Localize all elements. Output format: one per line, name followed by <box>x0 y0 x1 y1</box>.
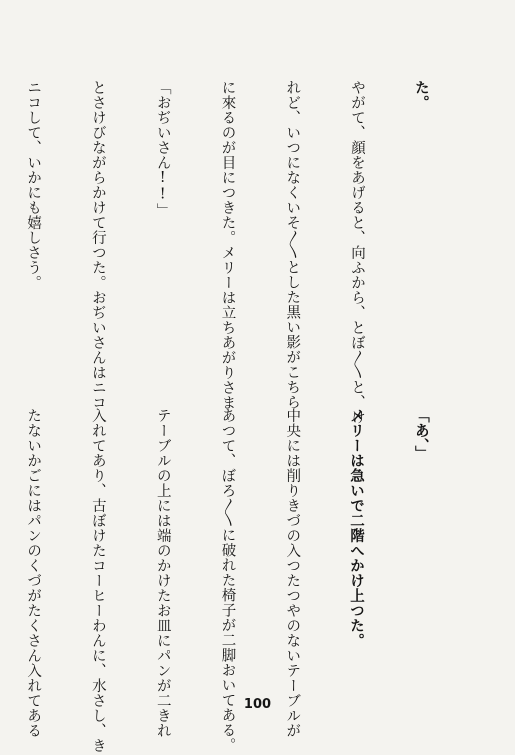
text-line: たないかごにはパンのくづがたくさん入れてある <box>25 408 42 738</box>
text-line: ニコして、いかにも嬉しさう。 <box>25 80 42 290</box>
text-line: れど、いつになくいそ〳〵とした黒い影がこちら <box>284 80 301 410</box>
text-line: に來るのが目につきた。メリーは立ちあがりさま <box>219 80 236 410</box>
text-line: 入れてあり、古ぼけたコーヒーわんに、水さし、き <box>89 408 106 753</box>
text-line: とさけびながらかけて行つた。おぢいさんはニコ <box>89 80 106 410</box>
text-line: た。 <box>412 80 430 110</box>
text-line: テーブルの上には端のかけたお皿にパンが二きれ <box>154 408 171 738</box>
text-line: やがて、顔をあげると、向ふから、とぼ〳〵と、け <box>349 80 366 425</box>
text-line: あつて、ぼろ〳〵に破れた椅子が二脚おいてある。 <box>219 408 236 753</box>
page-number: 100 <box>243 697 272 712</box>
text-line: 「あ、」 <box>412 408 430 461</box>
text-line: 「おぢいさん!!」 <box>154 80 171 218</box>
text-line: 中央には削りきづの入つたつやのないテーブルが <box>284 408 301 738</box>
text-line: メリーは急いで二階へかけ上つた。 <box>348 408 366 648</box>
text-block-upper <box>0 80 475 425</box>
